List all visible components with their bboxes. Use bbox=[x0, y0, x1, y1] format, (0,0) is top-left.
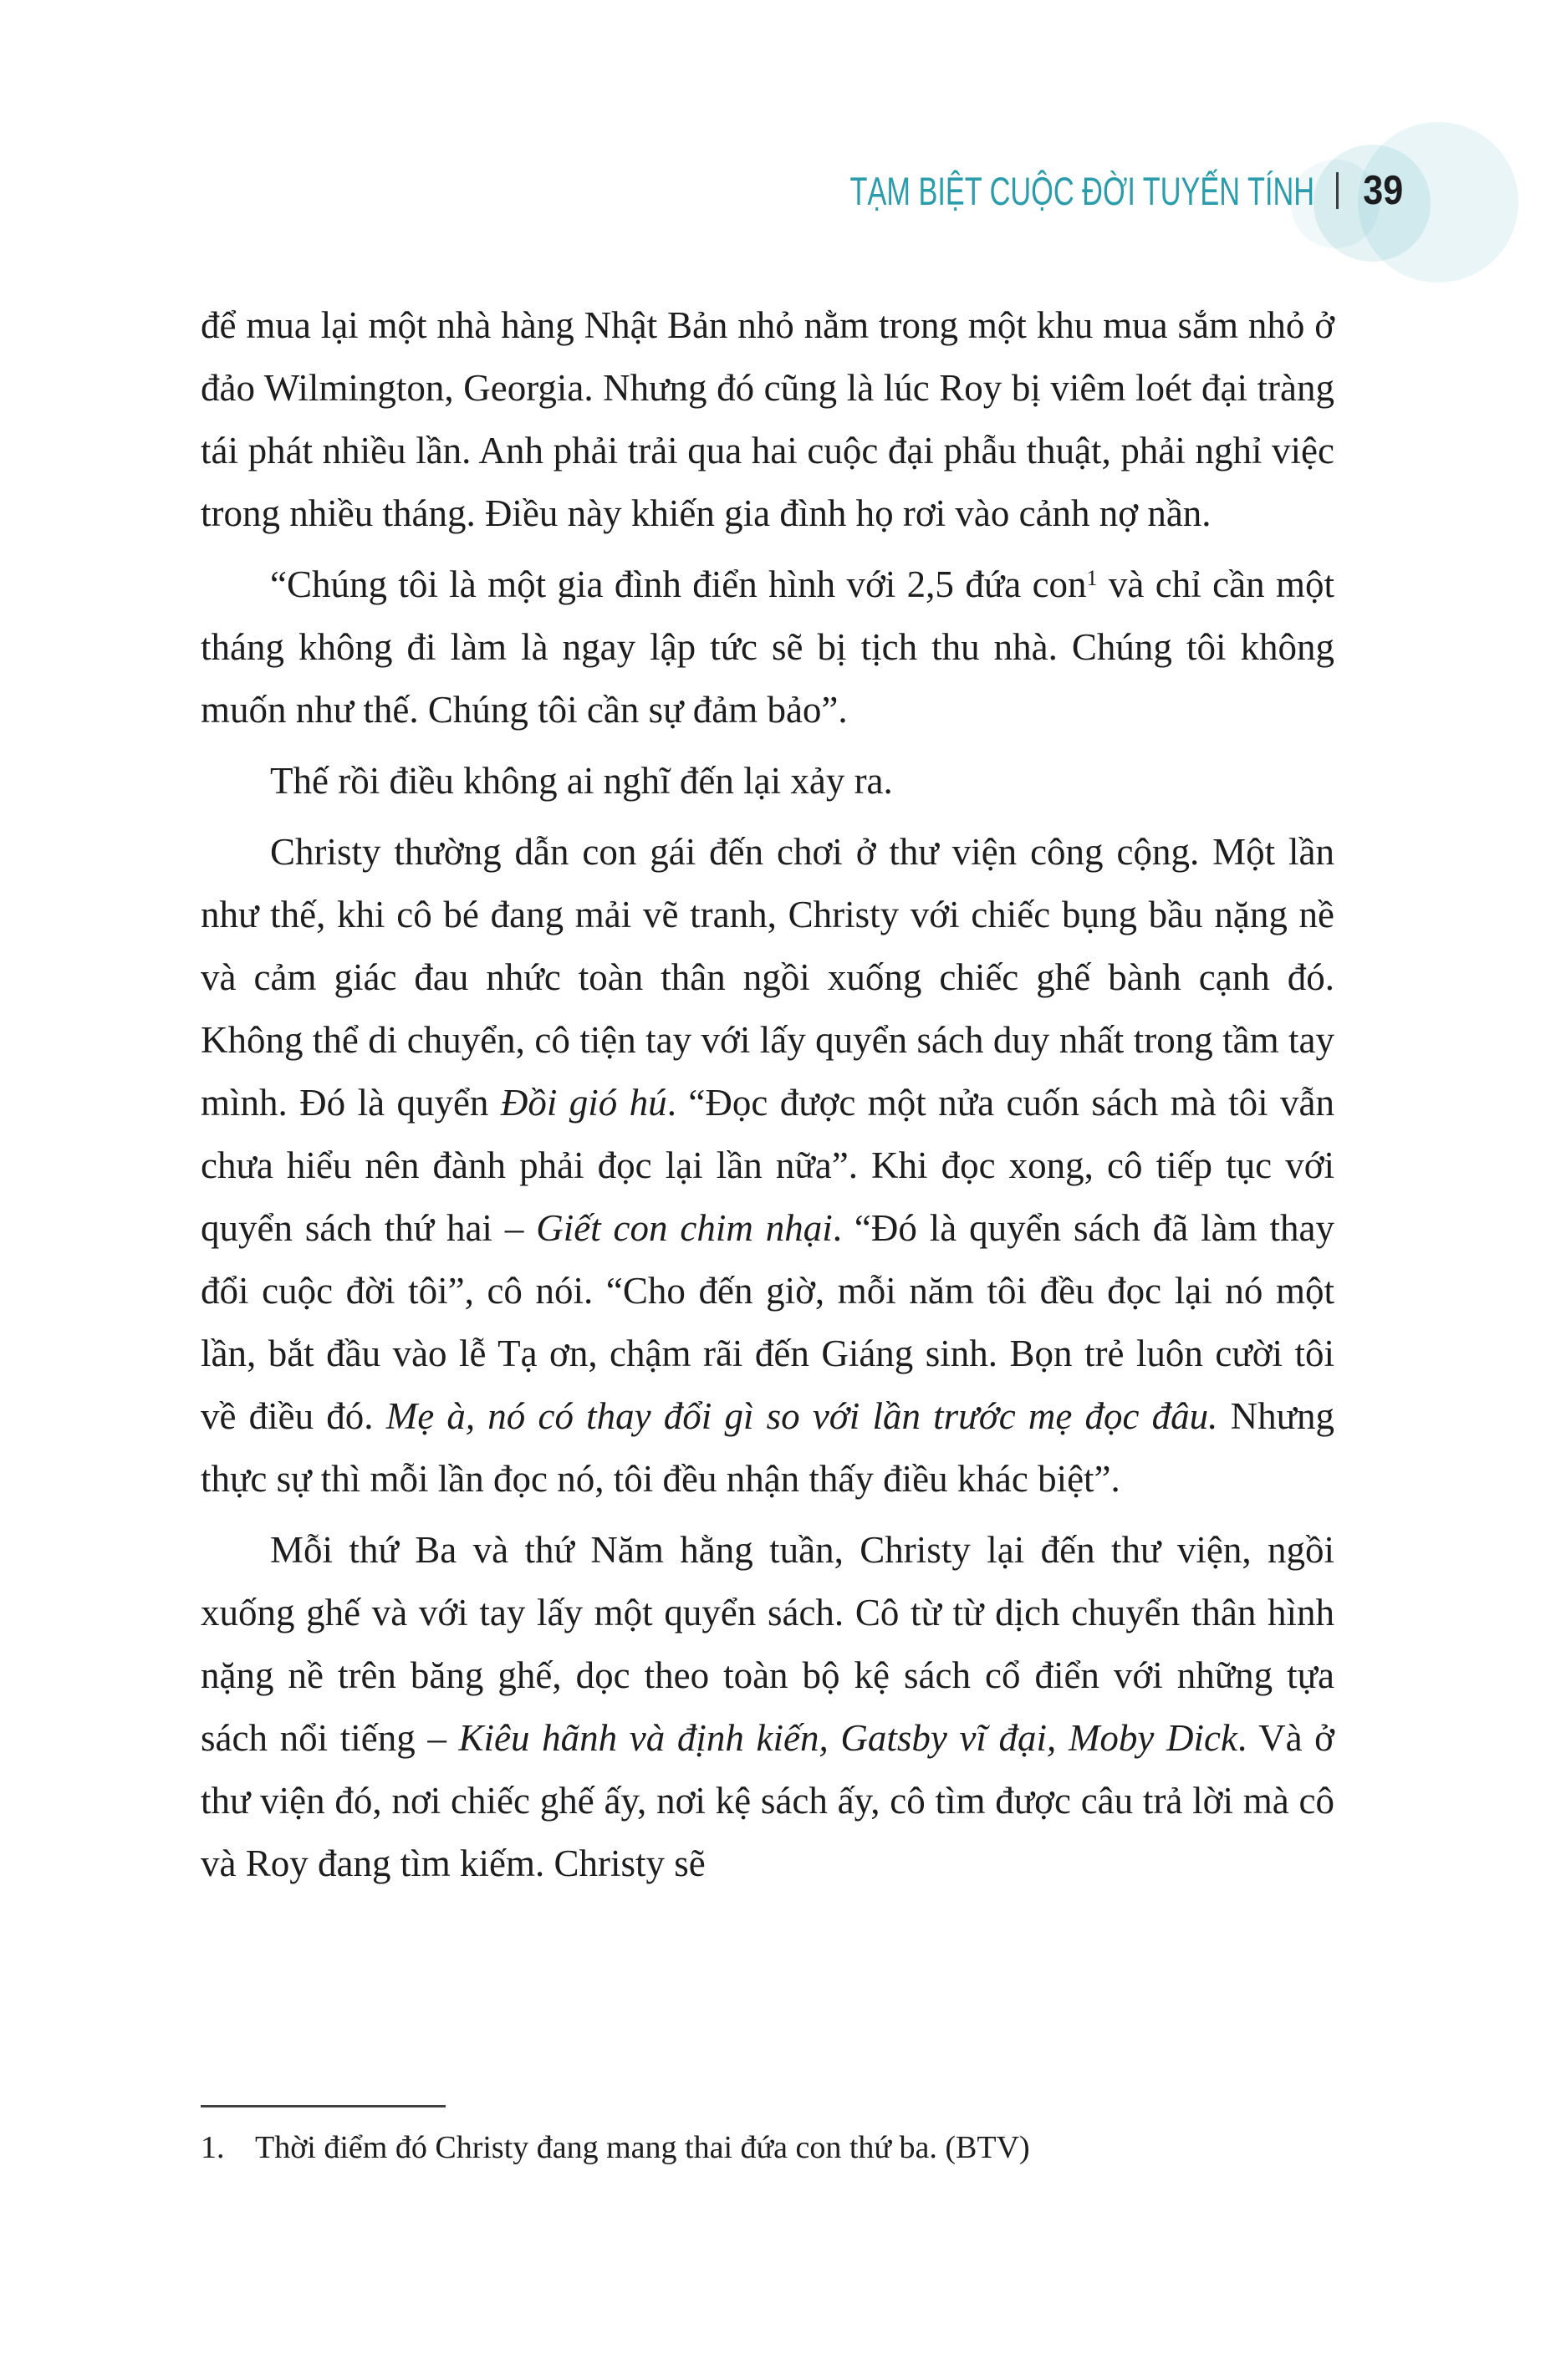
text-run: Nhưng thực sự thì mỗi lần đọc nó, tôi đều nhận thấy điều khác biệt”. bbox=[201, 1395, 1335, 1500]
footnote bbox=[201, 2126, 1334, 2169]
text-run: . “Đọc được một nửa cuốn sách mà tôi vẫn chưa hiểu nên đành phải đọc lại lần nữa”. Khi đọc xong, cô tiếp tục với quyển sách thứ hai – bbox=[201, 1082, 1334, 1249]
paragraph bbox=[201, 1519, 1334, 1895]
paragraph bbox=[201, 553, 1334, 742]
body-text bbox=[201, 294, 1334, 1903]
italic-run: Kiêu hãnh và định kiến, Gatsby vĩ đại, Moby Dick bbox=[458, 1717, 1237, 1759]
text-run: Thế rồi điều không ai nghĩ đến lại xảy ra. bbox=[270, 760, 893, 802]
text-run: để mua lại một nhà hàng Nhật Bản nhỏ nằm trong một khu mua sắm nhỏ ở đảo Wilmington, Georgia. Nhưng đó cũng là lúc Roy bị viêm loét đại tràng tái phát nhiều lần. Anh phải trải qua hai cuộc đại phẫu thuật, phải nghỉ việc trong nhiều tháng. Điều này khiến gia đình họ rơi vào cảnh nợ nần. bbox=[201, 304, 1334, 534]
running-header-title: TẠM BIỆT CUỘC ĐỜI TUYẾN TÍNH bbox=[849, 168, 1315, 213]
text-run: . “Đó là quyển sách đã làm thay đổi cuộc đời tôi”, cô nói. “Cho đến giờ, mỗi năm tôi đều đọc lại nó một lần, bắt đầu vào lễ Tạ ơn, chậm rãi đến Giáng sinh. Bọn trẻ luôn cười tôi về điều đó. bbox=[201, 1207, 1334, 1437]
footnote-reference: 1 bbox=[1086, 565, 1098, 590]
text-run: Mỗi thứ Ba và thứ Năm hằng tuần, Christy lại đến thư viện, ngồi xuống ghế và với tay lấy một quyển sách. Cô từ từ dịch chuyển thân hình nặng nề trên băng ghế, dọc theo toàn bộ kệ sách cổ điển với những tựa sách nổi tiếng – bbox=[201, 1529, 1334, 1759]
italic-run: Đồi gió hú bbox=[500, 1082, 667, 1124]
text-run: “Chúng tôi là một gia đình điển hình với 2,5 đứa con bbox=[270, 563, 1087, 605]
paragraph bbox=[201, 821, 1334, 1511]
text-run: . Và ở thư viện đó, nơi chiếc ghế ấy, nơi kệ sách ấy, cô tìm được câu trả lời mà cô và Roy đang tìm kiếm. Christy sẽ bbox=[201, 1717, 1334, 1884]
header-separator-bar bbox=[1336, 172, 1339, 209]
paragraph bbox=[201, 750, 1334, 813]
running-header bbox=[678, 167, 1406, 214]
italic-run: Mẹ à, nó có thay đổi gì so với lần trước mẹ đọc đâu. bbox=[385, 1395, 1218, 1437]
footnote-text: Thời điểm đó Christy đang mang thai đứa con thứ ba. (BTV) bbox=[255, 2130, 1030, 2165]
text-run: Christy thường dẫn con gái đến chơi ở thư viện công cộng. Một lần như thế, khi cô bé đang mải vẽ tranh, Christy với chiếc bụng bầu nặng nề và cảm giác đau nhức toàn thân ngồi xuống chiếc ghế bành cạnh đó. Không thể di chuyển, cô tiện tay với lấy quyển sách duy nhất trong tầm tay mình. Đó là quyển bbox=[201, 831, 1334, 1124]
footnote-separator bbox=[201, 2105, 446, 2107]
paragraph bbox=[201, 294, 1334, 545]
text-run: và chỉ cần một tháng không đi làm là ngay lập tức sẽ bị tịch thu nhà. Chúng tôi không muốn như thế. Chúng tôi cần sự đảm bảo”. bbox=[201, 563, 1334, 731]
italic-run: Giết con chim nhại bbox=[536, 1207, 833, 1249]
footnote-marker: 1. bbox=[201, 2130, 225, 2165]
page-number: 39 bbox=[1363, 168, 1404, 213]
footnote-block bbox=[201, 2105, 1334, 2169]
